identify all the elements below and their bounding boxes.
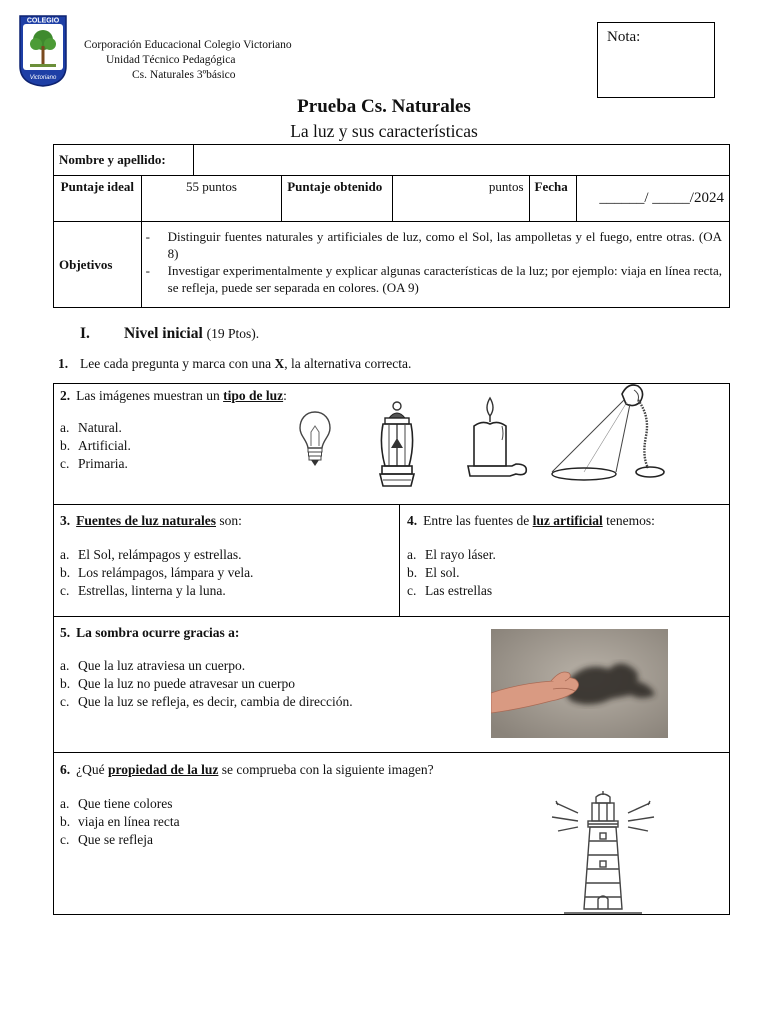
student-info-table xyxy=(53,144,730,308)
page-title: Prueba Cs. Naturales xyxy=(297,96,471,117)
puntaje-obtenido-label: Puntaje obtenido xyxy=(282,176,393,222)
lighthouse-icon xyxy=(550,791,658,915)
question-3-options xyxy=(60,546,253,600)
option-b[interactable]: b. Los relámpagos, lámpara y vela. xyxy=(60,565,254,580)
institution-block xyxy=(84,38,292,83)
objetivo-item: - Investigar experimentalmente y explicar algunas características de la luz; por ejemplo: viaja en línea recta, se refleja, puede ser separada en colores. (OA 9) xyxy=(145,263,722,295)
name-label: Nombre y apellido: xyxy=(54,145,194,176)
option-a[interactable]: a. El rayo láser. xyxy=(407,547,496,562)
question-2-text: 2. Las imágenes muestran un tipo de luz: xyxy=(60,388,287,403)
question-4-box xyxy=(399,504,730,617)
grade-box[interactable] xyxy=(597,22,715,98)
question-2-options xyxy=(60,419,131,473)
candle-icon xyxy=(464,394,530,480)
shadow-image xyxy=(491,629,668,738)
fecha-field[interactable]: ______/ _____/2024 xyxy=(577,176,730,222)
option-c[interactable]: c. Las estrellas xyxy=(407,583,493,598)
question-2-box xyxy=(53,383,730,505)
question-6-options xyxy=(60,795,180,849)
institution-subject: Cs. Naturales 3ºbásico xyxy=(132,69,236,81)
option-c[interactable]: c. Que se refleja xyxy=(60,832,153,847)
section-number: I. xyxy=(80,325,90,342)
lamp-icon xyxy=(550,376,680,488)
question-6-box xyxy=(53,752,730,915)
section-heading xyxy=(80,325,259,343)
section-title: Nivel inicial xyxy=(124,325,203,342)
institution-unit: Unidad Técnico Pedagógica xyxy=(106,54,236,66)
fecha-label: Fecha xyxy=(529,176,577,222)
option-a[interactable]: a. El Sol, relámpagos y estrellas. xyxy=(60,547,242,562)
lantern-icon xyxy=(377,400,417,492)
puntaje-obtenido-field[interactable] xyxy=(392,176,529,222)
objetivos-label: Objetivos xyxy=(54,222,142,308)
option-a[interactable]: a. Natural. xyxy=(60,420,122,435)
grade-label: Nota: xyxy=(607,29,641,45)
question-3-box xyxy=(53,504,400,617)
option-c[interactable]: c. Primaria. xyxy=(60,456,128,471)
institution-name: Corporación Educacional Colegio Victoriano xyxy=(84,39,292,51)
page-subtitle: La luz y sus características xyxy=(290,121,478,141)
option-c[interactable]: c. Que la luz se refleja, es decir, cambia de dirección. xyxy=(60,694,353,709)
name-field[interactable] xyxy=(194,145,730,176)
option-b[interactable]: b. viaja en línea recta xyxy=(60,814,180,829)
instruction-1: 1. Lee cada pregunta y marca con una X, la alternativa correcta. xyxy=(58,356,412,371)
option-b[interactable]: b. Que la luz no puede atravesar un cuerpo xyxy=(60,676,296,691)
option-a[interactable]: a. Que tiene colores xyxy=(60,796,173,811)
option-a[interactable]: a. Que la luz atraviesa un cuerpo. xyxy=(60,658,246,673)
section-points: (19 Ptos). xyxy=(206,326,260,341)
option-b[interactable]: b. Artificial. xyxy=(60,438,131,453)
question-5-text: 5. La sombra ocurre gracias a: xyxy=(60,625,240,640)
question-3-text: 3. Fuentes de luz naturales son: xyxy=(60,513,242,528)
question-5-options xyxy=(60,657,353,711)
question-4-text: 4. Entre las fuentes de luz artificial tenemos: xyxy=(407,513,655,528)
school-logo xyxy=(18,14,68,88)
logo-subtext: Victoriano xyxy=(29,75,57,81)
option-b[interactable]: b. El sol. xyxy=(407,565,460,580)
puntaje-ideal-value: 55 puntos xyxy=(141,176,282,222)
question-4-options xyxy=(407,546,496,600)
objetivo-item: - Distinguir fuentes naturales y artificiales de luz, como el Sol, las ampolletas y el fuego, entre otras. (OA 8) xyxy=(145,229,722,261)
objetivos-list xyxy=(141,222,729,308)
option-c[interactable]: c. Estrellas, linterna y la luna. xyxy=(60,583,226,598)
puntaje-ideal-label: Puntaje ideal xyxy=(54,176,142,222)
question-5-box xyxy=(53,616,730,753)
puntos-label: puntos xyxy=(488,179,524,194)
logo-text: COLEGIO xyxy=(26,17,60,25)
question-6-text: 6. ¿Qué propiedad de la luz se comprueba con la siguiente imagen? xyxy=(60,762,434,777)
bulb-icon xyxy=(298,410,332,468)
